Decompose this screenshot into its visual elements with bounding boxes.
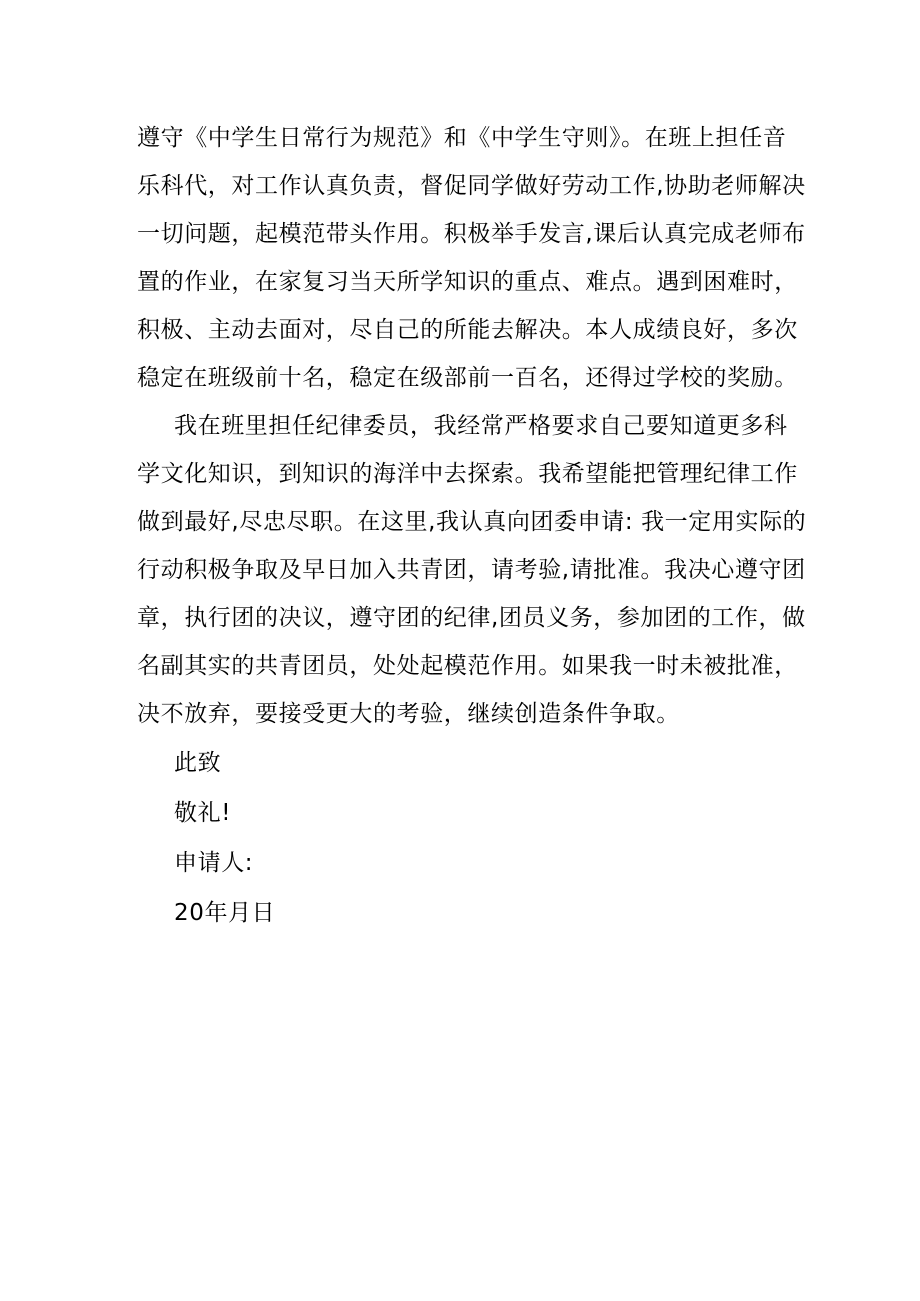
salutation: 此致 <box>174 750 222 776</box>
text-line: 我在班里担任纪律委员，我经常严格要求自己要知道更多科 <box>174 413 788 439</box>
text-line: 行动积极争取及早日加入共青团，请考验,请批准。我决心遵守团 <box>137 557 806 583</box>
text-line: 决不放弃，要接受更大的考验，继续创造条件争取。 <box>137 701 680 727</box>
paragraph-1 <box>137 114 806 402</box>
text-line: 章，执行团的决议，遵守团的纪律,团员义务，参加团的工作，做 <box>137 605 806 631</box>
text-line: 稳定在班级前十名，稳定在级部前一百名，还得过学校的奖励。 <box>137 365 798 391</box>
paragraph-2 <box>137 402 807 738</box>
text-line: 积极、主动去面对，尽自己的所能去解决。本人成绩良好，多次 <box>137 317 798 343</box>
letter-body <box>137 114 807 938</box>
applicant-label: 申请人: <box>174 850 254 876</box>
letter-closing <box>137 738 797 938</box>
date-line: 20年月日 <box>174 900 276 926</box>
text-line: 乐科代，对工作认真负责，督促同学做好劳动工作,协助老师解决 <box>137 173 806 199</box>
text-line: 置的作业，在家复习当天所学知识的重点、难点。遇到困难时， <box>137 269 798 295</box>
text-line: 学文化知识，到知识的海洋中去探索。我希望能把管理纪律工作 <box>137 461 798 487</box>
text-line: 名副其实的共青团员，处处起模范作用。如果我一时未被批准， <box>137 653 798 679</box>
text-line: 一切问题，起模范带头作用。积极举手发言,课后认真完成老师布 <box>137 221 806 247</box>
regards: 敬礼! <box>174 800 232 826</box>
text-line: 遵守《中学生日常行为规范》和《中学生守则》。在班上担任音 <box>137 125 787 151</box>
text-line: 做到最好,尽忠尽职。在这里,我认真向团委申请: 我一定用实际的 <box>137 509 807 535</box>
